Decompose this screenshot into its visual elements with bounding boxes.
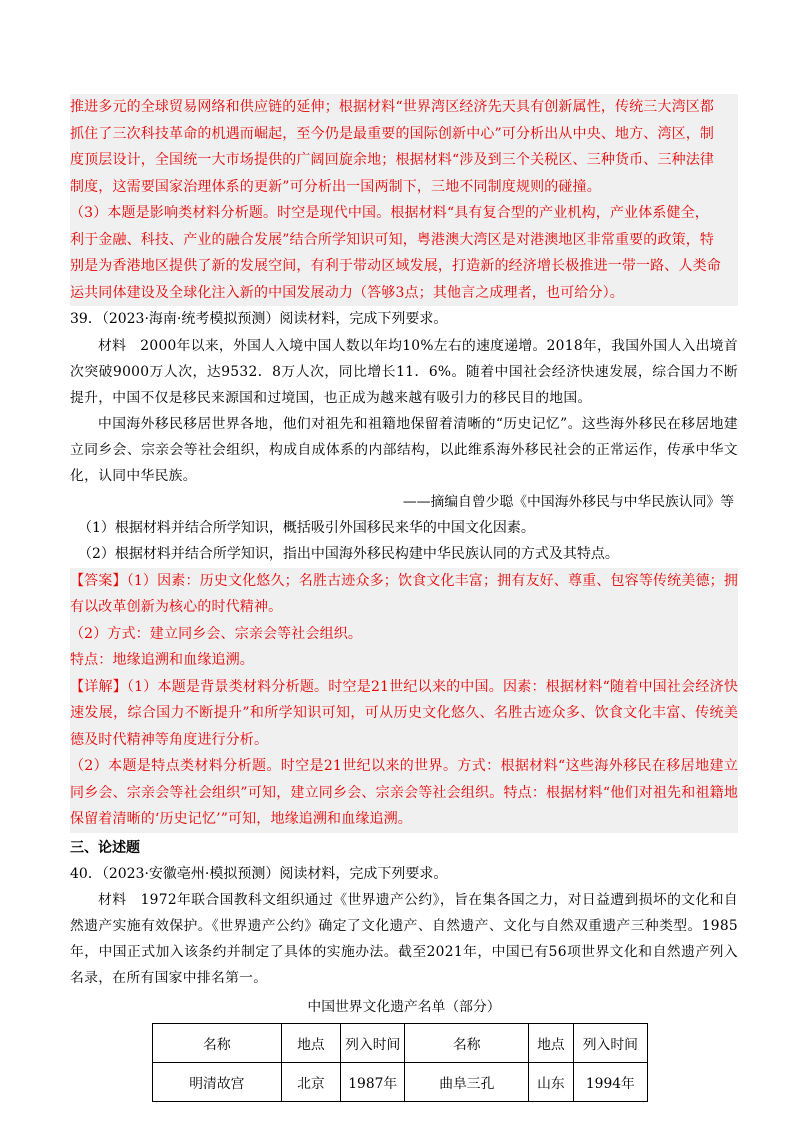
table-header-cell: 列入时间 [573,1024,647,1063]
table-header-cell: 名称 [153,1024,282,1063]
table-row [153,1063,648,1102]
text-line: （3）本题是影响类材料分析题。时空是现代中国。根据材料“具有复合型的产业机构，产业体系健全， [70,205,709,221]
table-cell: 曲阜三孔 [405,1063,529,1102]
detail-39-part-1: 【详解】（1）本题是背景类材料分析题。时空是21世纪以来的中国。因素：根据材料“随着中国社会经济快速发展，综合国力不断提升”和所学知识可知，可从历史文化悠久、名胜古迹众多、饮食文化丰富、传统美德及时代精神等角度进行分析。 [70,678,738,748]
question-39-material-2: 中国海外移民移居世界各地，他们对祖先和祖籍地保留着清晰的“历史记忆”。这些海外移民在移居地建立同乡会、宗亲会等社会组织，构成自成体系的内部结构，以此维系海外移民社会的正常运作，传承中华文化，认同中华民族。 [70,415,738,484]
table-header-cell: 名称 [405,1024,529,1063]
table-header-cell: 列入时间 [341,1024,405,1063]
text-line: 利于金融、科技、产业的融合发展”结合所学知识可知，粤港澳大湾区是对港澳地区非常重要的政策，特 [70,231,715,248]
question-39-sub-2: （2）根据材料并结合所学知识，指出中国海外移民构建中华民族认同的方式及其特点。 [78,546,619,562]
answer-39-part-2b: 特点：地缘追溯和血缘追溯。 [70,652,254,668]
exam-page [70,94,738,1102]
table-header-cell: 地点 [529,1024,574,1063]
table-caption: 中国世界文化遗产名单（部分） [307,999,501,1015]
section-heading: 三、论述题 [70,839,140,856]
table-cell: 1994年 [573,1063,647,1102]
answer-tag: 【答案】 [70,572,127,589]
answer-block-39 [70,568,738,833]
text-line: 抓住了三次科技革命的机遇而崛起，至今仍是最重要的国际创新中心”可分析出从中央、地方、湾区，制 [70,125,715,142]
answer-block-continued [70,94,738,306]
question-39-sub-1: （1）根据材料并结合所学知识，概括吸引外国移民来华的中国文化因素。 [78,519,535,536]
text-line: 制度，这需要国家治理体系的更新”可分析出一国两制下，三地不同制度规则的碰撞。 [70,178,601,195]
question-39-title: 39．（2023·海南·统考模拟预测）阅读材料，完成下列要求。 [70,311,448,327]
table-cell: 明清故宫 [153,1063,282,1102]
question-40-title: 40．（2023·安徽亳州·模拟预测）阅读材料，完成下列要求。 [70,865,448,882]
question-40-material: 材料 1972年联合国教科文组织通过《世界遗产公约》，旨在集各国之力，对日益遭到损坏的文化和自然遗产实施有效保护。《世界遗产公约》确定了文化遗产、自然遗产、文化与自然双重遗产三种类型。1985年，中国正式加入该条约并制定了具体的实施办法。截至2021年，中国已有56项世界文化和自然遗产列入名录，在所有国家中排名第一。 [70,892,738,986]
answer-39-part-2a: （2）方式：建立同乡会、宗亲会等社会组织。 [70,625,363,642]
question-39-material-1: 材料 2000年以来，外国人入境中国人数以年均10%左右的速度递增。2018年，我国外国人入出境首次突破9000万人次，达9532．8万人次，同比增长11．6%。随着中国社会经济快速发展，综合国力不断提升，中国不仅是移民来源国和过境国，也正成为越来越有吸引力的移民目的地国。 [70,337,738,406]
detail-tag: 【详解】 [70,678,127,695]
text-line: 度顶层设计，全国统一大市场提供的广阔回旋余地；根据材料“涉及到三个关税区、三种货币、三种法律 [70,152,715,168]
table-cell: 1987年 [341,1063,405,1102]
heritage-table [152,1023,648,1102]
table-header-cell: 地点 [281,1024,340,1063]
question-39-source: ——摘编自曾少聪《中国海外移民与中华民族认同》等 [402,493,734,510]
answer-39-part-1: 【答案】（1）因素：历史文化悠久；名胜古迹众多；饮食文化丰富；拥有友好、尊重、包容等传统美德；拥有以改革创新为核心的时代精神。 [70,572,738,615]
text-line: 运共同体建设及全球化注入新的中国发展动力（答够3点；其他言之成理者，也可给分）。 [70,284,624,301]
table-cell: 北京 [281,1063,340,1102]
text-line: 别是为香港地区提供了新的发展空间，有利于带动区域发展，打造新的经济增长极推进一带一路、人类命 [70,258,721,274]
detail-39-part-2: （2）本题是特点类材料分析题。时空是21世纪以来的世界。方式：根据材料“这些海外移民在移居地建立同乡会、宗亲会等社会组织”可知，建立同乡会、宗亲会等社会组织。特点：根据材料“他们对祖先和祖籍地保留着清晰的‘历史记忆’”可知，地缘追溯和血缘追溯。 [70,758,738,827]
table-cell: 山东 [529,1063,574,1102]
table-header-row [153,1024,648,1063]
text-line: 推进多元的全球贸易网络和供应链的延伸；根据材料“世界湾区经济先天具有创新属性，传统三大湾区都 [70,99,715,115]
